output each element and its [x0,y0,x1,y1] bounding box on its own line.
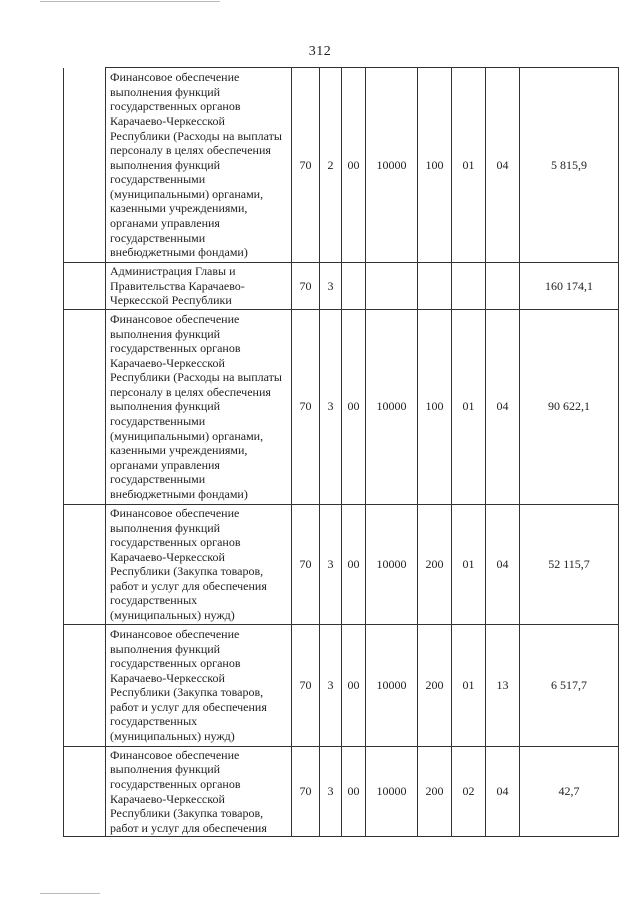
subsection-cell: 04 [486,746,520,837]
row-description: Администрация Главы и Правительства Карачаево-Черкесской Республики [106,263,292,310]
program-cell: 70 [292,68,320,263]
expense-type-cell: 200 [418,504,452,624]
budget-table [63,67,619,837]
row-description: Финансовое обеспечение выполнения функций государственных органов Карачаево-Черкесской Республики (Расходы на выплаты персоналу в целях обеспечения выполнения функций государственными (муниципальными) органами, казенными учреждениями, органами управления государственными внебюджетными фондами) [106,309,292,504]
program-cell: 70 [292,263,320,310]
program-cell: 70 [292,624,320,746]
expense-type-cell: 100 [418,309,452,504]
table-row [64,504,619,624]
subprogram-cell: 2 [320,68,342,263]
row-description: Финансовое обеспечение выполнения функций государственных органов Карачаево-Черкесской Республики (Закупка товаров, работ и услуг для обеспечения [106,746,292,837]
subsection-cell: 04 [486,309,520,504]
table-row [64,68,619,263]
table-row [64,624,619,746]
subsection-cell: 04 [486,504,520,624]
subprogram-cell: 3 [320,504,342,624]
section-cell: 01 [452,624,486,746]
section-cell: 01 [452,504,486,624]
empty-cell [64,68,106,263]
amount-cell: 160 174,1 [520,263,619,310]
direction-cell [342,263,366,310]
code-cell: 10000 [366,746,418,837]
subprogram-cell: 3 [320,263,342,310]
direction-cell: 00 [342,309,366,504]
code-cell: 10000 [366,504,418,624]
amount-cell: 52 115,7 [520,504,619,624]
expense-type-cell: 200 [418,746,452,837]
row-description: Финансовое обеспечение выполнения функций государственных органов Карачаево-Черкесской Республики (Закупка товаров, работ и услуг для обеспечения государственных (муниципальных) нужд) [106,504,292,624]
program-cell: 70 [292,309,320,504]
section-cell [452,263,486,310]
empty-cell [64,309,106,504]
section-cell: 01 [452,309,486,504]
amount-cell: 6 517,7 [520,624,619,746]
section-cell: 01 [452,68,486,263]
subsection-cell [486,263,520,310]
row-description: Финансовое обеспечение выполнения функций государственных органов Карачаево-Черкесской Республики (Расходы на выплаты персоналу в целях обеспечения выполнения функций государственными (муниципальными) органами, казенными учреждениями, органами управления государственными внебюджетными фондами) [106,68,292,263]
subsection-cell: 13 [486,624,520,746]
code-cell: 10000 [366,309,418,504]
direction-cell: 00 [342,624,366,746]
table-row [64,309,619,504]
table-row [64,263,619,310]
empty-cell [64,263,106,310]
table-body [64,68,619,837]
empty-cell [64,746,106,837]
subprogram-cell: 3 [320,746,342,837]
subprogram-cell: 3 [320,624,342,746]
amount-cell: 42,7 [520,746,619,837]
amount-cell: 90 622,1 [520,309,619,504]
page-number: 312 [308,44,332,59]
expense-type-cell: 200 [418,624,452,746]
scan-artifact-bottom [40,893,100,894]
amount-cell: 5 815,9 [520,68,619,263]
section-cell: 02 [452,746,486,837]
empty-cell [64,624,106,746]
program-cell: 70 [292,504,320,624]
code-cell: 10000 [366,624,418,746]
program-cell: 70 [292,746,320,837]
direction-cell: 00 [342,504,366,624]
code-cell: 10000 [366,68,418,263]
subsection-cell: 04 [486,68,520,263]
table-row [64,746,619,837]
subprogram-cell: 3 [320,309,342,504]
row-description: Финансовое обеспечение выполнения функций государственных органов Карачаево-Черкесской Республики (Закупка товаров, работ и услуг для обеспечения государственных (муниципальных) нужд) [106,624,292,746]
code-cell [366,263,418,310]
expense-type-cell [418,263,452,310]
scan-artifact-top [40,1,220,2]
empty-cell [64,504,106,624]
direction-cell: 00 [342,746,366,837]
expense-type-cell: 100 [418,68,452,263]
direction-cell: 00 [342,68,366,263]
